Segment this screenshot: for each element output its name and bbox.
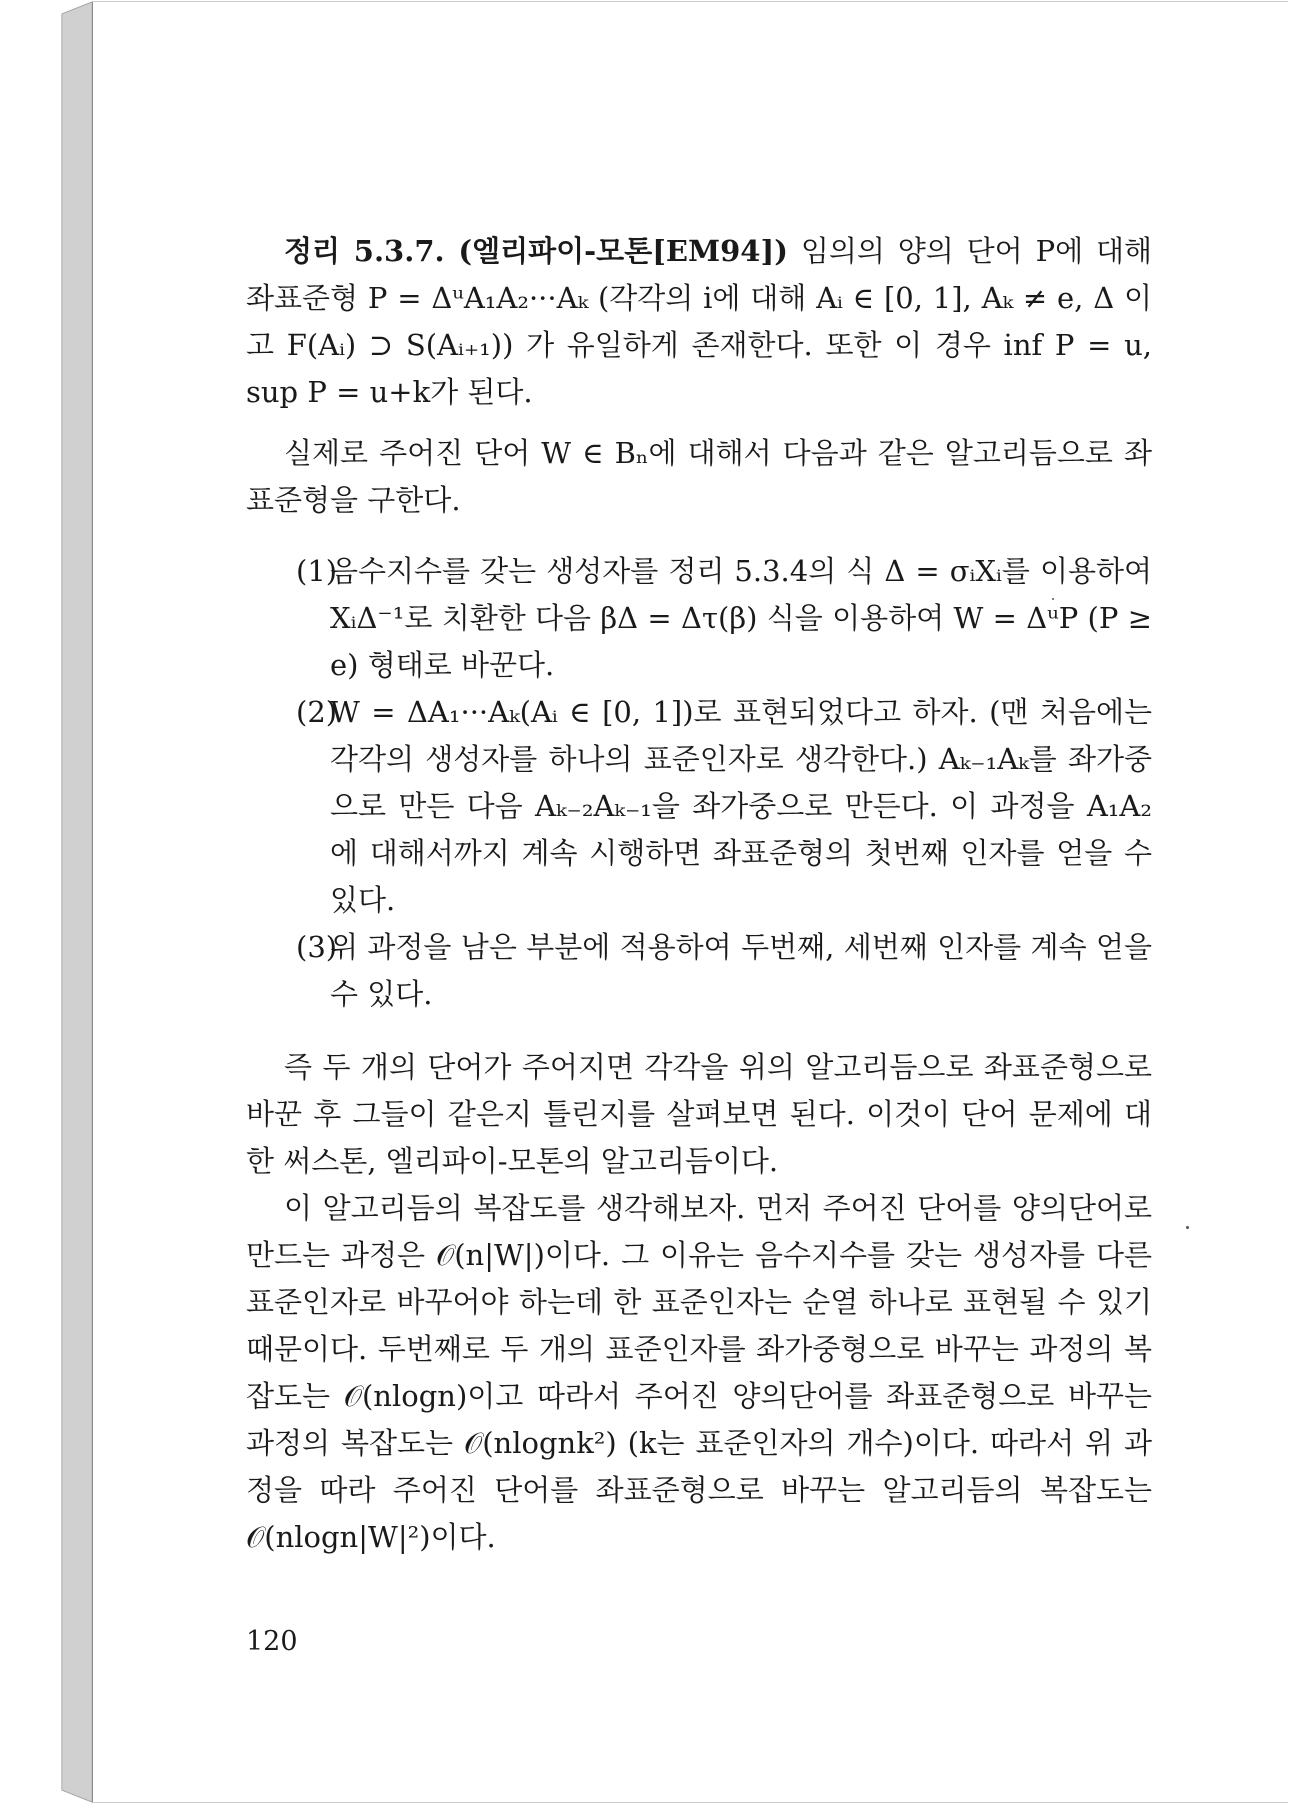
algorithm-steps	[246, 548, 1152, 1018]
step-text: W = ΔA₁···Aₖ(Aᵢ ∈ [0, 1])로 표현되었다고 하자. (맨 처음에는 각각의 생성자를 하나의 표준인자로 생각한다.) Aₖ₋₁Aₖ를 좌가중으로 만든 다음 Aₖ₋₂Aₖ₋₁을 좌가중으로 만든다. 이 과정을 A₁A₂에 대해서까지 계속 시행하면 좌표준형의 첫번째 인자를 얻을 수 있다.	[330, 695, 1152, 917]
step-number: (2)	[296, 695, 338, 729]
theorem-5-3-7	[246, 228, 1152, 416]
step-text: 위 과정을 남은 부분에 적용하여 두번째, 세번째 인자를 계속 얻을 수 있다.	[330, 930, 1152, 1011]
scan-speck	[1186, 1226, 1189, 1229]
scan-speck	[1052, 598, 1054, 600]
page-content	[246, 228, 1152, 1561]
step-3	[246, 924, 1152, 1018]
word-problem-paragraph: 즉 두 개의 단어가 주어지면 각각을 위의 알고리듬으로 좌표준형으로 바꾼 후 그들이 같은지 틀린지를 살펴보면 된다. 이것이 단어 문제에 대한 써스톤, 엘리파이-모톤의 알고리듬이다.	[246, 1050, 1152, 1178]
step-number: (1)	[296, 554, 338, 588]
theorem-body: 임의의 양의 단어 P에 대해 좌표준형 P = ΔᵘA₁A₂···Aₖ (각각의 i에 대해 Aᵢ ∈ [0, 1], Aₖ ≠ e, Δ 이고 F(Aᵢ) ⊃ S(Aᵢ₊₁)) 가 유일하게 존재한다. 또한 이 경우 inf P = u, sup P = u+k가 된다.	[246, 234, 1152, 409]
page-number: 120	[246, 1626, 298, 1657]
complexity-paragraph: 이 알고리듬의 복잡도를 생각해보자. 먼저 주어진 단어를 양의단어로 만드는 과정은 𝒪(n|W|)이다. 그 이유는 음수지수를 갖는 생성자를 다른 표준인자로 바꾸어야 하는데 한 표준인자는 순열 하나로 표현될 수 있기 때문이다. 두번째로 두 개의 표준인자를 좌가중형으로 바꾸는 과정의 복잡도는 𝒪(nlogn)이고 따라서 주어진 양의단어를 좌표준형으로 바꾸는 과정의 복잡도는 𝒪(nlognk²) (k는 표준인자의 개수)이다. 따라서 위 과정을 따라 주어진 단어를 좌표준형으로 바꾸는 알고리듬의 복잡도는 𝒪(nlogn|W|²)이다.	[246, 1191, 1152, 1554]
step-number: (3)	[296, 930, 338, 964]
theorem-heading: 정리 5.3.7. (엘리파이-모톤[EM94])	[284, 234, 788, 268]
step-2	[246, 689, 1152, 924]
step-1	[246, 548, 1152, 689]
intro-paragraph: 실제로 주어진 단어 W ∈ Bₙ에 대해서 다음과 같은 알고리듬으로 좌표준형을 구한다.	[246, 436, 1152, 517]
step-text: 음수지수를 갖는 생성자를 정리 5.3.4의 식 Δ = σᵢXᵢ를 이용하여 XᵢΔ⁻¹로 치환한 다음 βΔ = Δτ(β) 식을 이용하여 W = ΔᵘP (P ≥ e) 형태로 바꾼다.	[330, 554, 1152, 682]
